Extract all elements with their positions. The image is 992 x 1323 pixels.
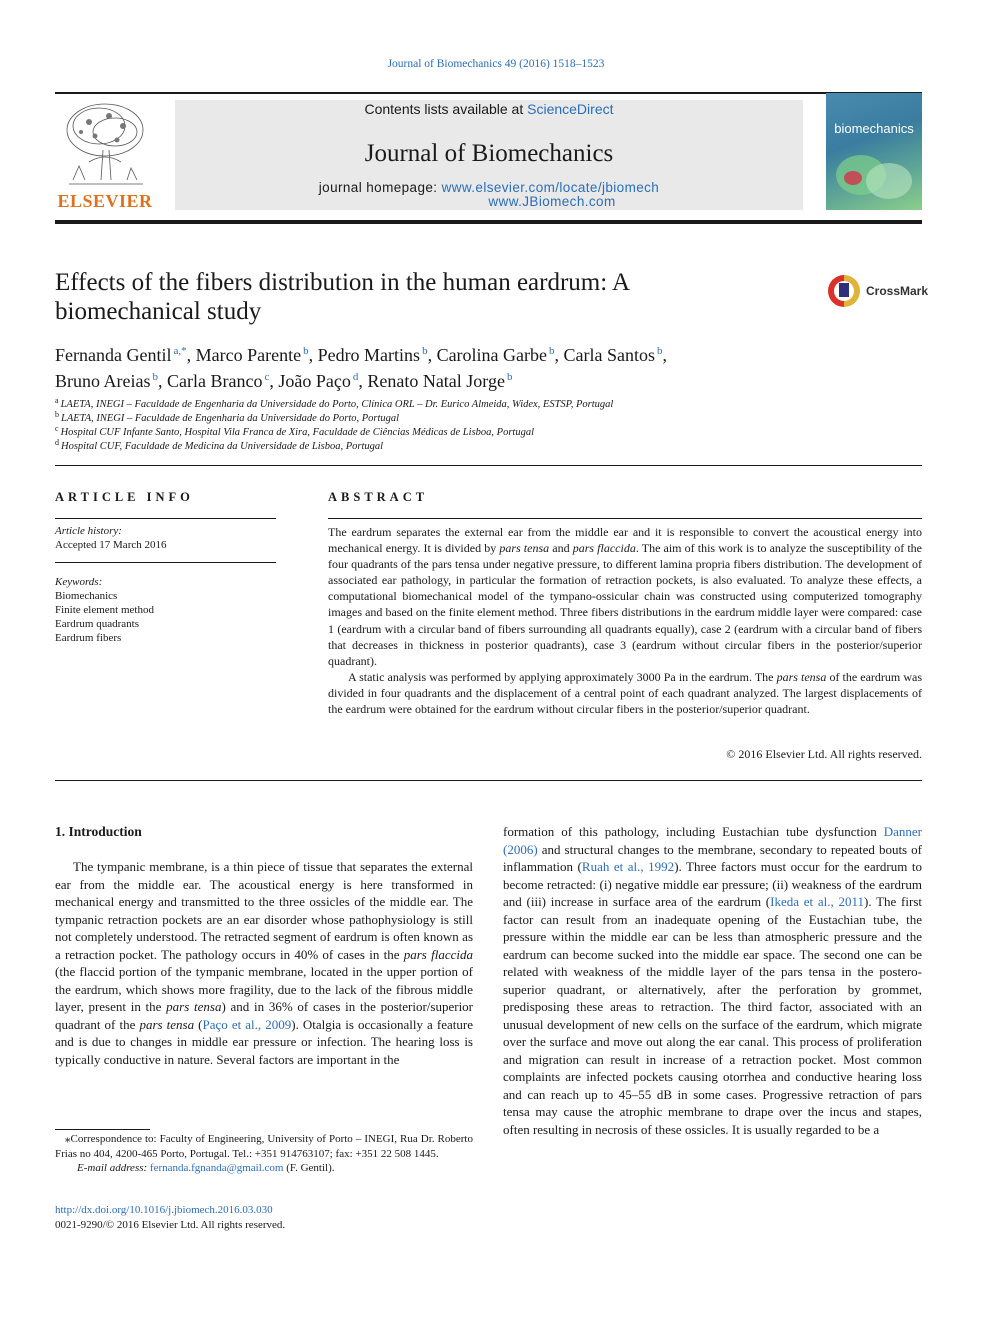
abstract-body [328,524,922,717]
author-separator: , [427,345,437,365]
keyword: Eardrum quadrants [55,618,139,630]
divider [55,780,922,781]
citation-link[interactable]: Paço et al., 2009 [202,1016,292,1032]
author-separator: , [186,345,196,365]
footnote-mark: ⁎ [65,1133,71,1145]
author[interactable]: Pedro Martins [317,345,421,365]
author-affiliation-mark[interactable]: b [549,345,555,357]
author[interactable]: Carla Santos [563,345,656,365]
divider [55,465,922,466]
email-label: E-mail address: [77,1162,150,1174]
affiliation-text: LAETA, INEGI – Faculdade de Engenharia da Universidade do Porto, Clínica ORL – Dr. Eurico Almeida, Widex, ESTSP, Portugal [60,399,614,410]
author-affiliation-mark[interactable]: b [422,345,428,357]
author-line-1 [55,340,815,366]
article-history [55,524,276,552]
author[interactable]: Carolina Garbe [436,345,548,365]
divider [328,518,922,519]
keywords [55,575,276,645]
cover-title: biomechanics [834,121,914,136]
affiliation-text: LAETA, INEGI – Faculdade de Engenharia da Universidade do Porto, Portugal [61,413,400,424]
author[interactable]: Fernanda Gentil [55,345,172,365]
citation-link[interactable]: Danner (2006) [503,824,922,857]
history-label: Article history: [55,525,122,537]
masthead-top-rule [55,92,922,94]
masthead-bottom-rule [55,220,922,224]
journal-title: Journal of Biomechanics [364,140,614,167]
doi-link[interactable]: http://dx.doi.org/10.1016/j.jbiomech.2016.03.030 [55,1204,273,1216]
author-affiliation-mark[interactable]: b [657,345,663,357]
keyword: Eardrum fibers [55,632,122,644]
keyword: Biomechanics [55,590,118,602]
abstract-paragraph: The eardrum separates the external ear from the middle ear and it is responsible to convert the acoustical energy into mechanical energy. It is divided by pars tensa and pars flaccida. The aim of this work is to analyze the susceptibility of the four quadrants of the pars tensa under negative pressure, to different lamina propria fibers distribution. The development of associated ear pathology, in particular the formation of retraction pockets, is also evaluated. To analyze these effects, a computational biomechanical model of the tympano-ossicular chain was constructed using computerized tomography images and based on the finite element method. Three fibers distributions in the eardrum middle layer were compared: case 1 (eardrum with a circular band of fibers surrounding all quadrants equally), case 2 (eardrum with a circular band of fibers that decreases in thickness in posterior quadrants), case 3 (eardrum without circular fibers in the posterior/superior quadrant). [328,525,923,668]
copyright-notice: © 2016 Elsevier Ltd. All rights reserved. [726,747,922,761]
cover-decoration [866,163,912,199]
doi-block [55,1203,285,1232]
crossmark-bookmark-icon [839,283,849,297]
author-affiliation-mark[interactable]: b [152,371,158,383]
author-separator: , [554,345,564,365]
contents-prefix: Contents lists available at [364,101,528,117]
author-separator: , [157,371,167,391]
elsevier-wordmark: ELSEVIER [57,191,153,211]
affiliation [55,436,383,454]
author-separator: , [308,345,318,365]
body-paragraph: The tympanic membrane, is a thin piece of tissue that separates the external ear from the middle ear. The acoustical energy is here transformed in mechanical energy and transmitted to the three ossicles of the middle ear. The tympanic retraction pockets are an ear disorder whose pathophysiology is still not completely understood. The retracted segment of eardrum is often known as a retraction pocket. The pathology occurs in 40% of cases in the pars flaccida (the flaccid portion of the tympanic membrane, located in the upper portion of the eardrum, which shows more fragility, due to the lack of the fibrous middle layer, present in the pars tensa) and in 36% of cases in the posterior/superior quadrant of the pars tensa (Paço et al., 2009). Otalgia is occasionally a feature and is due to changes in middle ear pressure or infection. The hearing loss is typically conductive in nature. Several factors are important in the [55,859,474,1067]
affiliation-mark: c [55,424,59,433]
citation-link[interactable]: Ruah et al., 1992 [581,859,675,874]
keywords-label: Keywords: [55,576,103,588]
author-affiliation-mark[interactable]: b [303,345,309,357]
author-affiliation-mark[interactable]: b [506,371,513,383]
correspondence-text: Correspondence to: Faculty of Engineering, University of Porto – INEGI, Rua Dr. Roberto Frias no 404, 4200-465 Porto, Portugal. Tel.: +351 914763107; fax: +351 22 508 1445. [55,1133,473,1160]
divider [55,518,276,519]
affiliation-mark: b [55,410,59,419]
cover-decoration [844,171,862,185]
author-affiliation-mark[interactable]: c [264,371,270,383]
homepage-label: journal homepage: [318,180,442,195]
body-column-left [55,858,473,1068]
correspondence-footnote [55,1132,473,1176]
email-link[interactable]: fernanda.fgnanda@gmail.com [149,1162,284,1174]
accepted-date: Accepted 17 March 2016 [55,539,167,551]
keyword: Finite element method [55,604,154,616]
author-affiliation-mark[interactable]: a,* [173,345,187,357]
elsevier-tree-icon [59,100,151,188]
affiliation-mark: a [55,396,59,405]
abstract-heading: ABSTRACT [328,490,429,504]
section-heading-introduction: 1. Introduction [55,824,142,839]
journal-homepage [175,181,803,209]
author[interactable]: Renato Natal Jorge [367,371,505,391]
crossmark-badge[interactable] [828,275,928,311]
author-affiliation-mark[interactable]: d [352,371,359,383]
author-line-2 [55,366,815,392]
body-column-right [503,823,922,1138]
divider [55,562,276,563]
homepage-link-elsevier[interactable]: www.elsevier.com/locate/jbiomech [441,180,660,195]
author-separator: , [662,345,668,365]
author[interactable]: Marco Parente [195,345,302,365]
issn-line: 0021-9290/© 2016 Elsevier Ltd. All rights reserved. [55,1218,286,1231]
homepage-link-jbiomech[interactable]: www.JBiomech.com [488,194,616,209]
journal-banner [175,100,803,210]
affiliation-mark: d [55,438,59,447]
contents-line [175,101,803,117]
running-header[interactable]: Journal of Biomechanics 49 (2016) 1518–1523 [387,58,605,70]
footnote-rule [55,1129,150,1130]
affiliation-text: Hospital CUF, Faculdade de Medicina da Universidade de Lisboa, Portugal [61,441,384,452]
citation-link[interactable]: Ikeda et al., 2011 [770,894,865,909]
author[interactable]: Carla Branco [166,371,263,391]
author[interactable]: João Paço [278,371,351,391]
sciencedirect-link[interactable]: ScienceDirect [527,101,614,117]
author-list [55,340,815,392]
article-title: Effects of the fibers distribution in the human eardrum: A biomechanical study [55,269,629,325]
affiliation-text: Hospital CUF Infante Santo, Hospital Vila Franca de Xira, Faculdade de Ciências Médicas de Lisboa, Portugal [60,427,534,438]
elsevier-logo[interactable] [55,100,155,212]
crossmark-label: CrossMark [866,284,929,298]
author[interactable]: Bruno Areias [55,371,151,391]
author-separator: , [269,371,279,391]
body-paragraph: formation of this pathology, including Eustachian tube dysfunction Danner (2006) and structural changes to the membrane, secondary to repeated bouts of inflammation (Ruah et al., 1992). Three factors must occur for the eardrum to become retracted: (i) negative middle ear pressure; (ii) weakness of the eardrum and (iii) increase in surface area of the eardrum (Ikeda et al., 2011). The first factor can result from an inadequate opening of the Eustachian tube, the pressure within the middle ear can be less than atmospheric pressure and the eardrum can become sucked into the middle ear space. The second one can be related with weakness of the middle layer of the pars tensa in the postero-superior quadrant, or alternatively, after the perforation by grommet, predisposing these areas to retraction. The third factor, associated with an unusual development of new cells on the surface of the eardrum, which migrate over the surface and move out along the ear canal. This process of proliferation and migration can result in increase of a retraction pocket. Most common complaints are infected pockets causing otorrhea and conductive hearing loss and can reach up to 45–55 dB in some cases. Progressive retraction of pars tensa may cause the atrophic membrane to drape over the incus and stapes, often resulting in necrosis of these ossicles. It is usually regarded to be a [503,824,923,1137]
article-info-heading: ARTICLE INFO [55,490,194,504]
abstract-paragraph: A static analysis was performed by applying approximately 3000 Pa in the eardrum. The pars tensa of the eardrum was divided in four quadrants and the displacement of a central point of each quadrant analyzed. The largest displacements of the eardrum were obtained for the eardrum without circular fibers in the posterior/superior quadrant. [328,669,923,717]
journal-cover-thumbnail[interactable] [826,93,922,210]
email-suffix: (F. Gentil). [283,1162,335,1174]
author-separator: , [358,371,368,391]
